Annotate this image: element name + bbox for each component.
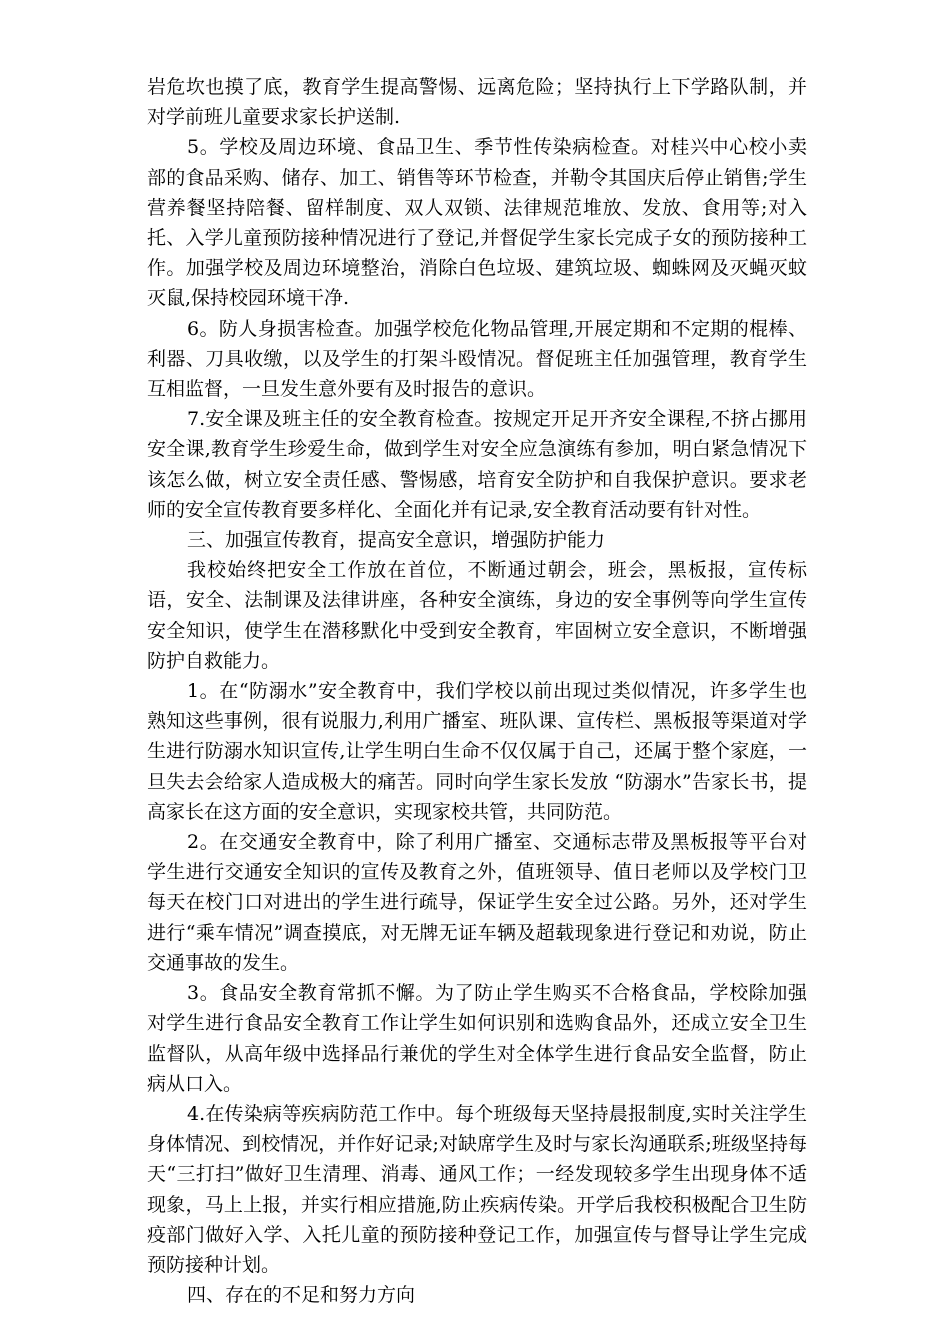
paragraph-item-2: 2。在交通安全教育中，除了利用广播室、交通标志带及黑板报等平台对学生进行交通安全知识的宣传及教育之外，值班领导、值日老师以及学校门卫每天在校门口对进出的学生进行疏导，保证学生安全过公路。另外，还对学生进行“乘车情况”调查摸底，对无牌无证车辆及超载现象进行登记和劝说，防止交通事故的发生。 bbox=[147, 831, 807, 974]
section-heading-3: 三、加强宣传教育，提高安全意识，增强防护能力 bbox=[187, 529, 606, 552]
paragraph-item-3: 3。食品安全教育常抓不懈。为了防止学生购买不合格食品，学校除加强对学生进行食品安全教育工作让学生如何识别和选购食品外，还成立安全卫生监督队，从高年级中选择品行兼优的学生对全体学生进行食品安全监督，防止病从口入。 bbox=[147, 982, 807, 1095]
paragraph-continuation: 岩危坎也摸了底，教育学生提高警惕、远离危险；坚持执行上下学路队制，并对学前班儿童要求家长护送制. bbox=[147, 76, 807, 129]
paragraph-section-3-intro: 我校始终把安全工作放在首位，不断通过朝会，班会，黑板报，宣传标语，安全、法制课及法律讲座，各种安全演练，身边的安全事例等向学生宣传安全知识，使学生在潜移默化中受到安全教育，牢固树立安全意识，不断增强防护自救能力。 bbox=[147, 559, 807, 672]
paragraph-item-4: 4.在传染病等疾病防范工作中。每个班级每天坚持晨报制度,实时关注学生身体情况、到校情况，并作好记录;对缺席学生及时与家长沟通联系;班级坚持每天“三打扫”做好卫生清理、消毒、通风工作；一经发现较多学生出现身体不适现象，马上上报，并实行相应措施,防止疾病传染。开学后我校积极配合卫生防疫部门做好入学、入托儿童的预防接种登记工作，加强宣传与督导让学生完成预防接种计划。 bbox=[147, 1102, 807, 1276]
paragraph-item-7: 7.安全课及班主任的安全教育检查。按规定开足开齐安全课程,不挤占挪用安全课,教育学生珍爱生命，做到学生对安全应急演练有参加，明白紧急情况下该怎么做，树立安全责任感、警惕感，培育安全防护和自我保护意识。要求老师的安全宣传教育要多样化、全面化并有记录,安全教育活动要有针对性。 bbox=[147, 408, 807, 521]
paragraph-item-5: 5。学校及周边环境、食品卫生、季节性传染病检查。对桂兴中心校小卖部的食品采购、储存、加工、销售等环节检查，并勒令其国庆后停止销售;学生营养餐坚持陪餐、留样制度、双人双锁、法律规范堆放、发放、食用等;对入托、入学儿童预防接种情况进行了登记,并督促学生家长完成子女的预防接种工作。加强学校及周边环境整治，消除白色垃圾、建筑垃圾、蜘蛛网及灭蝇灭蚊灭鼠,保持校园环境干净. bbox=[147, 136, 807, 310]
paragraph-item-1: 1。在“防溺水”安全教育中，我们学校以前出现过类似情况，许多学生也熟知这些事例，很有说服力,利用广播室、班队课、宣传栏、黑板报等渠道对学生进行防溺水知识宣传,让学生明白生命不仅仅属于自己，还属于整个家庭，一旦失去会给家人造成极大的痛苦。同时向学生家长发放 “防溺水”告家长书，提高家长在这方面的安全意识，实现家校共管，共同防范。 bbox=[147, 680, 807, 823]
document-body bbox=[147, 72, 807, 1310]
section-heading-4: 四、存在的不足和努力方向 bbox=[187, 1284, 416, 1307]
paragraph-item-6: 6。防人身损害检查。加强学校危化物品管理,开展定期和不定期的棍棒、利器、刀具收缴，以及学生的打架斗殴情况。督促班主任加强管理，教育学生互相监督，一旦发生意外要有及时报告的意识。 bbox=[147, 317, 807, 401]
